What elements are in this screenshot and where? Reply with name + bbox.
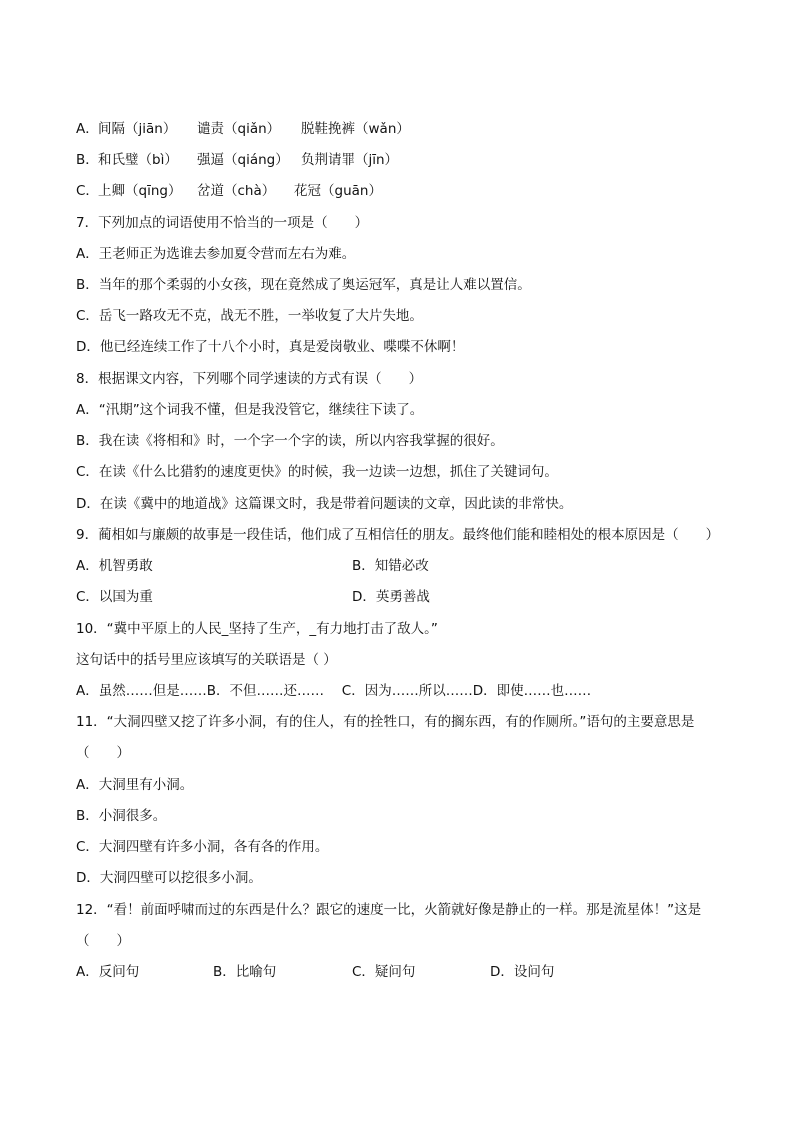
q12-paren: （ ） bbox=[76, 933, 130, 949]
q9-option-b: B．知错必改 bbox=[352, 558, 429, 574]
q11-paren: （ ） bbox=[76, 745, 130, 761]
option-label: B． bbox=[76, 152, 99, 168]
option-word-2: 谴责（qiǎn） bbox=[197, 121, 281, 137]
q11-option-d: D．大洞四壁可以挖很多小洞。 bbox=[76, 870, 262, 886]
q10-sub-stem: 这句话中的括号里应该填写的关联语是（ ） bbox=[76, 652, 337, 668]
q12-option-a: A．反问句 bbox=[76, 964, 140, 980]
q8-stem: 8．根据课文内容，下列哪个同学速读的方式有误（ ） bbox=[76, 371, 423, 387]
q8-option-b: B．我在读《将相和》时，一个字一个字的读，所以内容我掌握的很好。 bbox=[76, 433, 504, 449]
q10-options: A．虽然……但是……B．不但……还…… C．因为……所以……D．即使……也…… bbox=[76, 683, 592, 699]
option-word-1: 上卿（qīng） bbox=[98, 183, 182, 199]
q10-stem: 10．“冀中平原上的人民_坚持了生产，_有力地打击了敌人。” bbox=[76, 621, 438, 637]
q9-option-c: C．以国为重 bbox=[76, 589, 153, 605]
q8-option-a: A．“汛期”这个词我不懂，但是我没管它，继续往下读了。 bbox=[76, 402, 424, 418]
q9-option-d: D．英勇善战 bbox=[352, 589, 430, 605]
q8-option-c: C．在读《什么比猎豹的速度更快》的时候，我一边读一边想，抓住了关键词句。 bbox=[76, 464, 558, 480]
option-word-2: 强逼（qiáng） bbox=[197, 152, 289, 168]
option-label: A． bbox=[76, 121, 99, 137]
q12-option-d: D．设问句 bbox=[490, 964, 555, 980]
option-word-3: 脱鞋挽裤（wǎn） bbox=[301, 121, 410, 137]
q7-option-c: C．岳飞一路攻无不克，战无不胜，一举收复了大片失地。 bbox=[76, 308, 423, 324]
q9-option-a: A．机智勇敢 bbox=[76, 558, 153, 574]
q12-stem: 12．“看！前面呼啸而过的东西是什么？跟它的速度一比，火箭就好像是静止的一样。那是流星体！”这是 bbox=[76, 902, 702, 918]
q11-stem: 11．“大洞四壁又挖了许多小洞，有的住人，有的拴牲口，有的搁东西，有的作厕所。”语句的主要意思是 bbox=[76, 714, 695, 730]
q8-option-d: D．在读《冀中的地道战》这篇课文时，我是带着问题读的文章，因此读的非常快。 bbox=[76, 496, 573, 512]
option-label: C． bbox=[76, 183, 99, 199]
q11-option-c: C．大洞四壁有许多小洞，各有各的作用。 bbox=[76, 839, 329, 855]
q11-option-a: A．大洞里有小洞。 bbox=[76, 777, 194, 793]
option-word-3: 负荆请罪（jīn） bbox=[301, 152, 399, 168]
q12-option-b: B．比喻句 bbox=[213, 964, 277, 980]
q9-stem: 9．蔺相如与廉颇的故事是一段佳话，他们成了互相信任的朋友。最终他们能和睦相处的根本原因是（ ） bbox=[76, 527, 720, 543]
option-word-1: 间隔（jiān） bbox=[98, 121, 177, 137]
q7-stem: 7．下列加点的词语使用不恰当的一项是（ ） bbox=[76, 215, 369, 231]
option-word-3: 花冠（guān） bbox=[294, 183, 382, 199]
q7-option-d: D．他已经连续工作了十八个小时，真是爱岗敬业、喋喋不休啊！ bbox=[76, 339, 465, 355]
q7-option-b: B．当年的那个柔弱的小女孩，现在竟然成了奥运冠军，真是让人难以置信。 bbox=[76, 277, 531, 293]
q12-option-c: C．疑问句 bbox=[352, 964, 416, 980]
q7-option-a: A．王老师正为选谁去参加夏令营而左右为难。 bbox=[76, 246, 356, 262]
option-word-2: 岔道（chà） bbox=[197, 183, 276, 199]
q11-option-b: B．小洞很多。 bbox=[76, 808, 167, 824]
option-word-1: 和氏璧（bì） bbox=[98, 152, 178, 168]
